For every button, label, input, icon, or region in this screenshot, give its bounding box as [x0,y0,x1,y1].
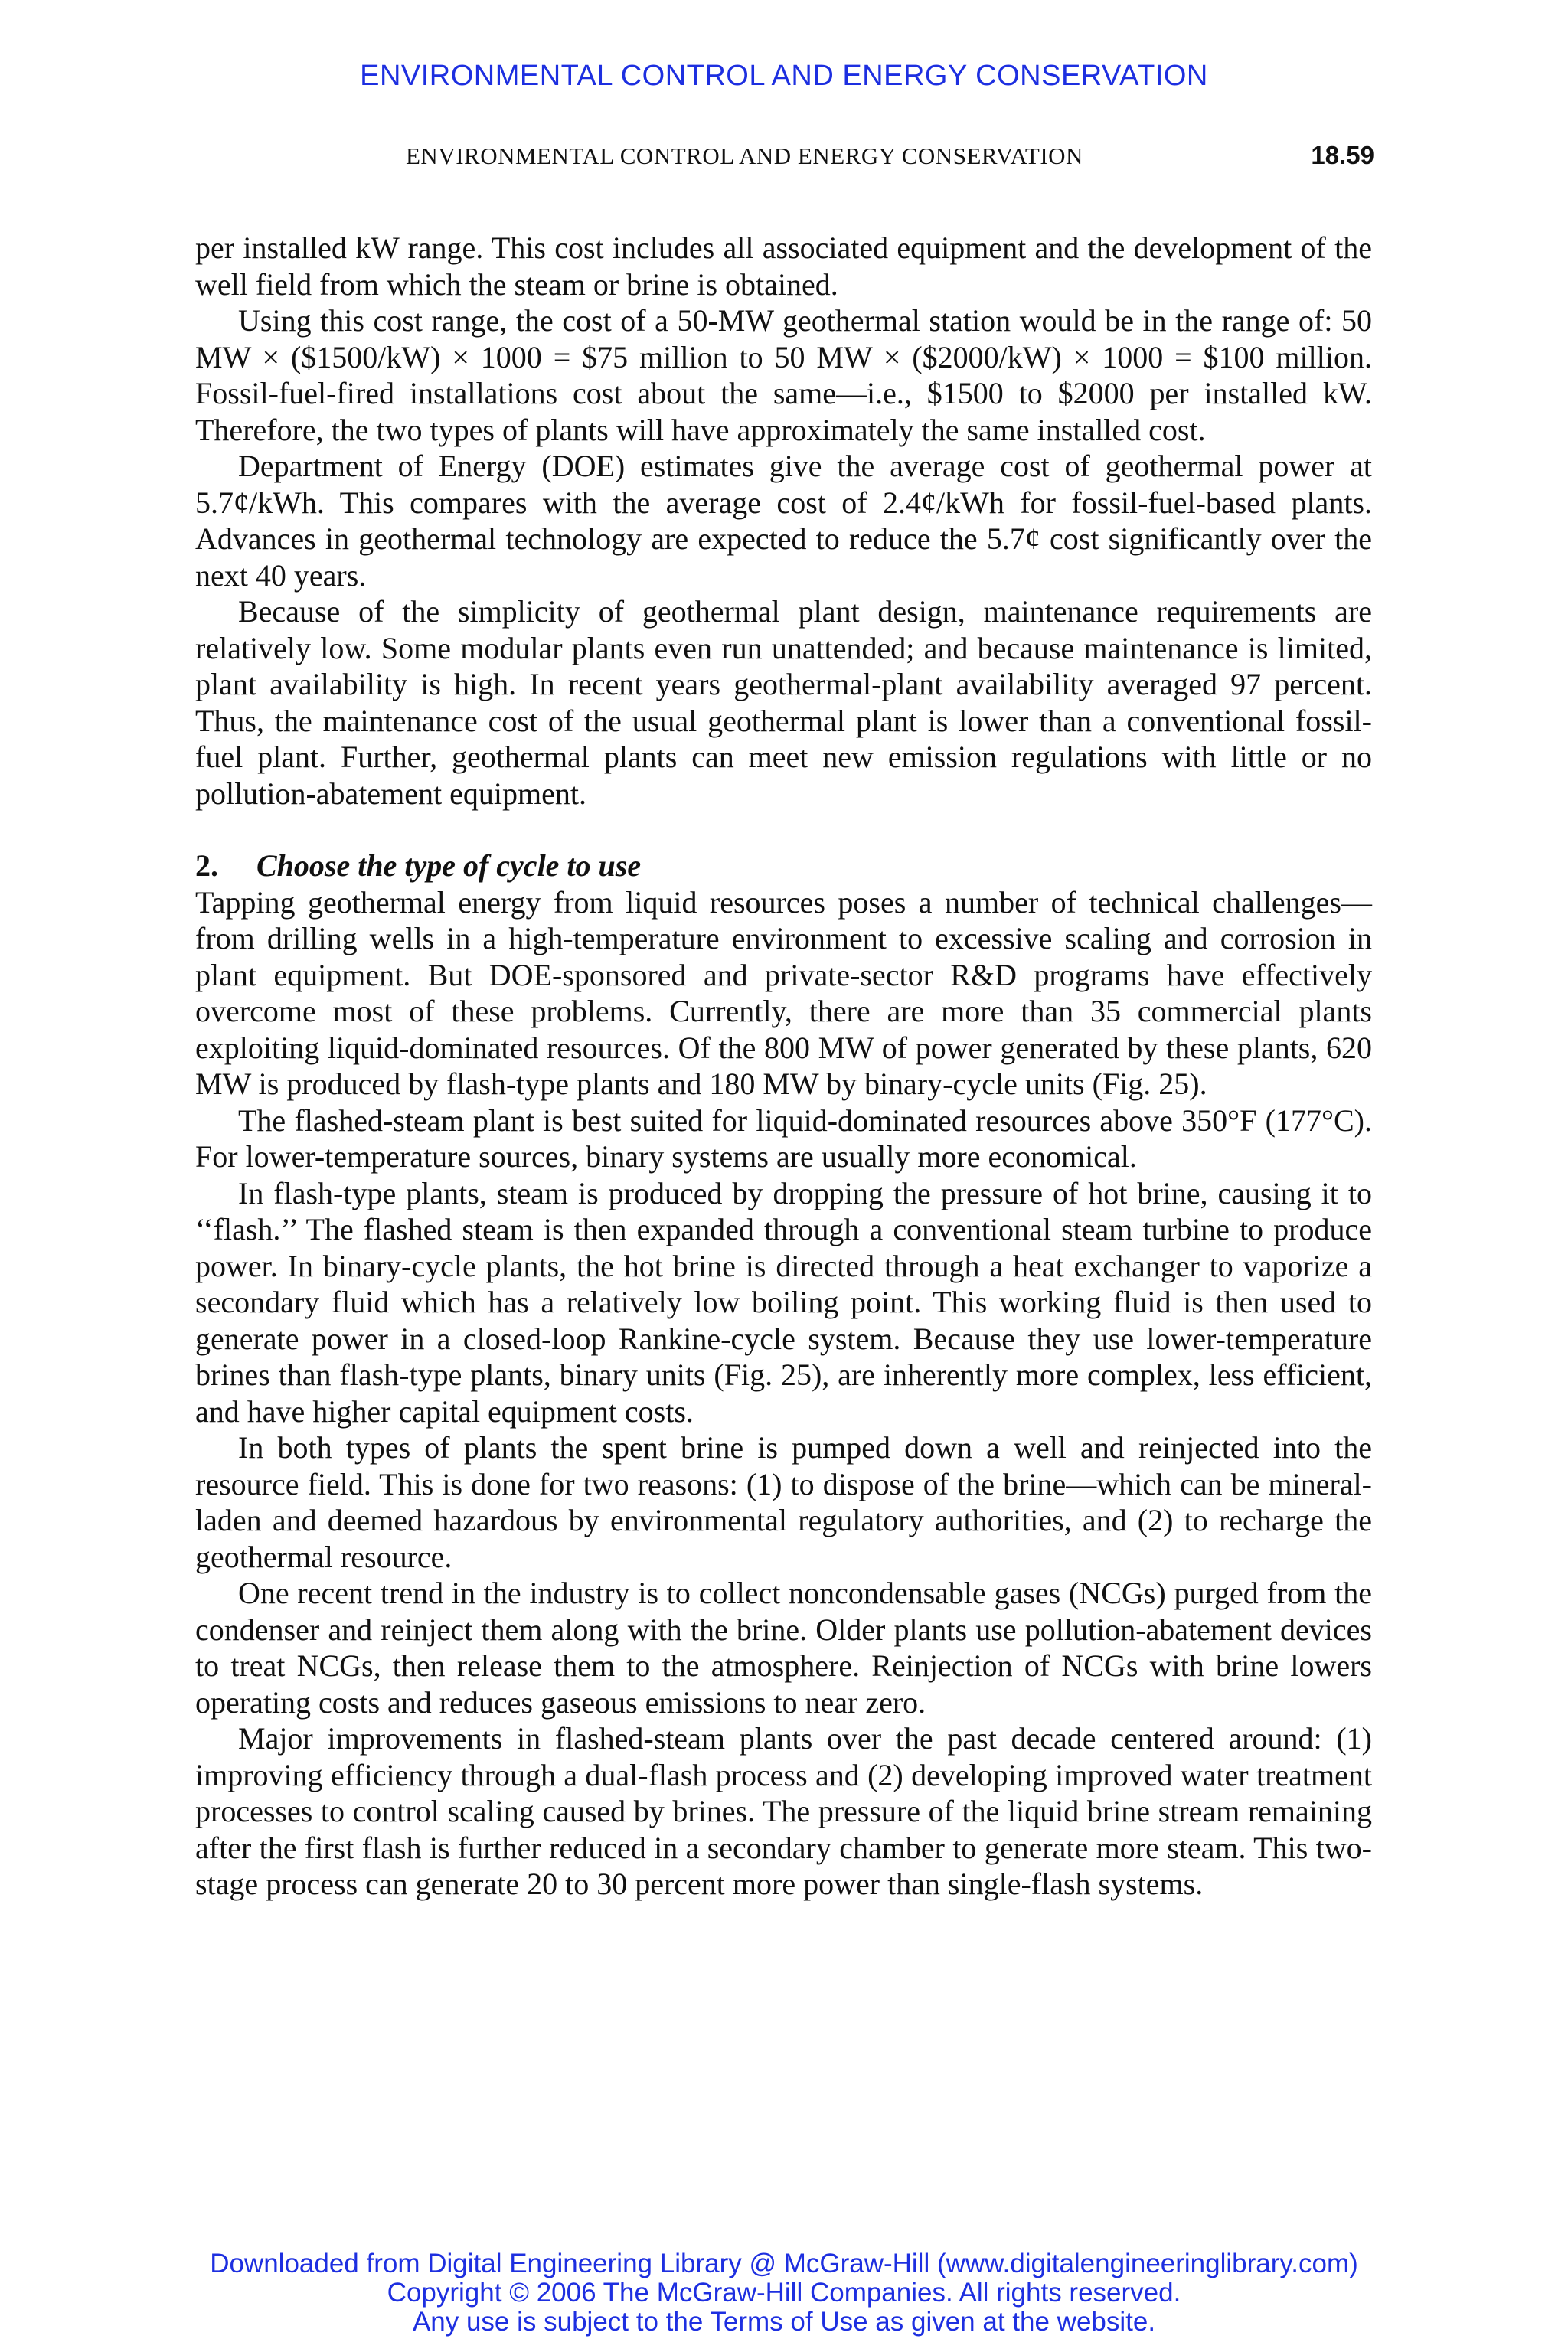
paragraph: Department of Energy (DOE) estimates give the average cost of geothermal power at 5.7¢/kWh. This compares with the average cost of 2.4¢/kWh for fossil-fuel-based plants. Advances in geothermal technology are expected to reduce the 5.7¢ cost significantly over the next 40 years. [195,449,1372,593]
footer-terms-link[interactable]: Any use is subject to the Terms of Use as given at the website. [412,2307,1156,2337]
top-banner: ENVIRONMENTAL CONTROL AND ENERGY CONSERVATION [360,60,1208,92]
section-number: 2. [195,848,218,883]
section-heading [195,848,1372,884]
footer-download-link[interactable]: Downloaded from Digital Engineering Library @ McGraw-Hill (www.digitalengineeringlibrary.com) [210,2249,1358,2278]
footer-copyright: Copyright © 2006 The McGraw-Hill Companies. All rights reserved. [387,2278,1181,2308]
section-title: Choose the type of cycle to use [256,848,642,883]
body-text [195,230,1372,1903]
paragraph: The flashed-steam plant is best suited for liquid-dominated resources above 350°F (177°C). For lower-temperature sources, binary systems are usually more economical. [195,1102,1372,1174]
paragraph: In both types of plants the spent brine is pumped down a well and reinjected into the resource field. This is done for two reasons: (1) to dispose of the brine—which can be mineral-laden and deemed hazardous by environmental regulatory authorities, and (2) to recharge the geothermal resource. [195,1430,1372,1574]
paragraph: Because of the simplicity of geothermal plant design, maintenance requirements are relatively low. Some modular plants even run unattended; and because maintenance is limited, plant availability is high. In recent years geothermal-plant availability averaged 97 percent. Thus, the maintenance cost of the usual geothermal plant is lower than a conventional fossil-fuel plant. Further, geothermal plants can meet new emission regulations with little or no pollution-abatement equipment. [195,594,1372,811]
paragraph: per installed kW range. This cost includes all associated equipment and the development of the well field from which the steam or brine is obtained. [195,230,1372,302]
paragraph: Using this cost range, the cost of a 50-MW geothermal station would be in the range of: 50 MW × ($1500/kW) × 1000 = $75 million to 50 MW × ($2000/kW) × 1000 = $100 million. Fossil-fuel-fired installations cost about the same—i.e., $1500 to $2000 per installed kW. Therefore, the two types of plants will have approximately the same installed cost. [195,303,1372,447]
paragraph: Tapping geothermal energy from liquid resources poses a number of technical challenges—from drilling wells in a high-temperature environment to excessive scaling and corrosion in plant equipment. But DOE-sponsored and private-sector R&D programs have effectively overcome most of these problems. Currently, there are more than 35 commercial plants exploiting liquid-dominated resources. Of the 800 MW of power generated by these plants, 620 MW is produced by flash-type plants and 180 MW by binary-cycle units (Fig. 25). [195,884,1372,1101]
paragraph: One recent trend in the industry is to collect noncondensable gases (NCGs) purged from the condenser and reinject them along with the brine. Older plants use pollution-abatement devices to treat NCGs, then release them to the atmosphere. Reinjection of NCGs with brine lowers operating costs and reduces gaseous emissions to near zero. [195,1576,1372,1720]
page-number: 18.59 [1311,141,1374,169]
running-head-title: ENVIRONMENTAL CONTROL AND ENERGY CONSERVATION [406,142,1083,169]
paragraph: In flash-type plants, steam is produced by dropping the pressure of hot brine, causing it to ‘‘flash.’’ The flashed steam is then expanded through a conventional steam turbine to produce power. In binary-cycle plants, the hot brine is directed through a heat exchanger to vaporize a secondary fluid which has a relatively low boiling point. This working fluid is then used to generate power in a closed-loop Rankine-cycle system. Because they use lower-temperature brines than flash-type plants, binary units (Fig. 25), are inherently more complex, less efficient, and have higher capital equipment costs. [195,1175,1372,1429]
paragraph: Major improvements in flashed-steam plants over the past decade centered around: (1) improving efficiency through a dual-flash process and (2) developing improved water treatment processes to control scaling caused by brines. The pressure of the liquid brine stream remaining after the first flash is further reduced in a secondary chamber to generate more steam. This two-stage process can generate 20 to 30 percent more power than single-flash systems. [195,1721,1372,1901]
footer [0,2249,1568,2337]
running-head [195,142,1374,179]
